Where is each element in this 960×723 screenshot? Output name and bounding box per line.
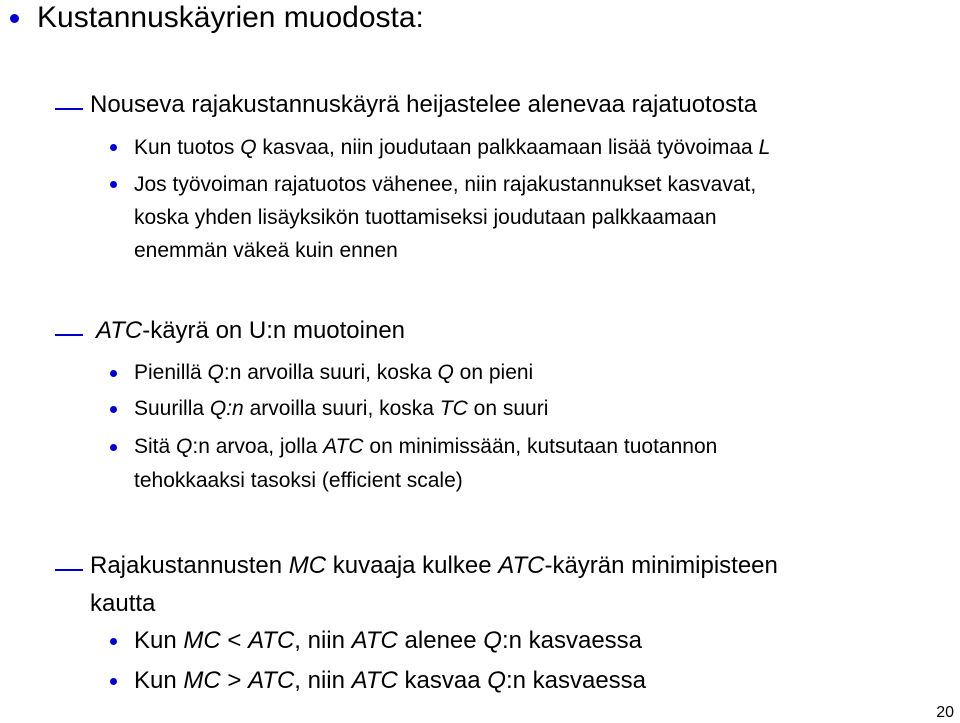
section-2-item-2-line-1: Suurilla Q:n arvoilla suuri, koska TC on suuri: [134, 397, 549, 420]
section-1-item-2-line-3: enemmän väkeä kuin ennen: [134, 239, 398, 262]
bullet-icon: [110, 406, 117, 413]
dash-icon: [55, 334, 83, 336]
section-3-item-2-line-1: Kun MC > ATC, niin ATC kasvaa Q:n kasvaessa: [134, 667, 647, 694]
dash-icon: [55, 108, 83, 110]
section-3-heading-line-1: Rajakustannusten MC kuvaaja kulkee ATC-käyrän minimipisteen: [90, 552, 778, 579]
bullet-icon: [110, 678, 117, 685]
section-1-item-1-line-1: Kun tuotos Q kasvaa, niin joudutaan palkkaamaan lisää työvoimaa L: [134, 136, 771, 159]
section-2-item-3-line-2: tehokkaaksi tasoksi (efficient scale): [134, 469, 463, 492]
section-2-item-3-line-1: Sitä Q:n arvoa, jolla ATC on minimissään, kutsutaan tuotannon: [134, 435, 718, 458]
bullet-icon: [110, 181, 117, 188]
page-title: Kustannuskäyrien muodosta:: [37, 1, 424, 34]
section-2-heading: ATC-käyrä on U:n muotoinen: [96, 317, 406, 344]
section-3-item-1-line-1: Kun MC < ATC, niin ATC alenee Q:n kasvaessa: [134, 627, 643, 654]
page-number: 20: [936, 704, 954, 721]
bullet-icon: [110, 638, 117, 645]
dash-icon: [55, 569, 83, 571]
title-bullet-icon: [10, 14, 19, 23]
bullet-icon: [110, 444, 117, 451]
section-1-item-2-line-1: Jos työvoiman rajatuotos vähenee, niin rajakustannukset kasvavat,: [134, 173, 757, 196]
bullet-icon: [110, 370, 117, 377]
section-3-heading-line-2: kautta: [90, 590, 156, 617]
section-2-item-1-line-1: Pienillä Q:n arvoilla suuri, koska Q on pieni: [134, 361, 534, 384]
section-1-item-2-line-2: koska yhden lisäyksikön tuottamiseksi joudutaan palkkaamaan: [134, 206, 717, 229]
bullet-icon: [110, 144, 117, 151]
section-1-heading: Nouseva rajakustannuskäyrä heijastelee alenevaa rajatuotosta: [90, 91, 758, 118]
